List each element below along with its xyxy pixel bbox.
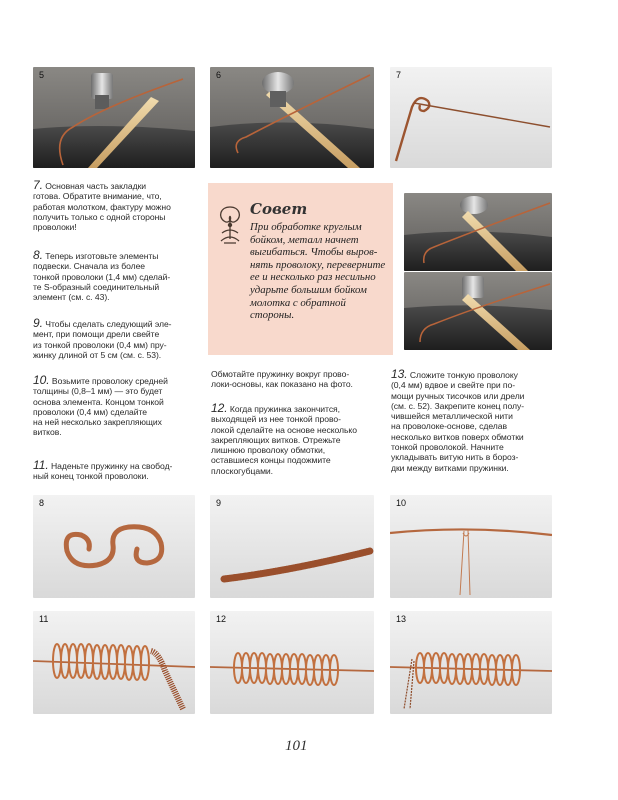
photo-number: 9	[216, 498, 222, 508]
photo-number: 7	[396, 70, 402, 80]
photo-step-8	[33, 495, 195, 598]
photo-step-13	[390, 611, 552, 714]
step-12-text: 12. Когда пружинка закончится, выходящей из нее тонкой прово- локой сделайте на основе несколько закрепляющих витков. Отрежьте лишнюю проволоку обмотки, оставшиеся концы подожмите плоскогубцами.	[211, 401, 357, 476]
step-9-text: 9. Чтобы сделать следующий эле- мент, при помощи дрели свейте из тонкой проволоки (0,4 мм) пру- жинку длиной от 5 см (см. с. 53).	[33, 316, 172, 360]
photo-number: 11	[39, 614, 49, 624]
photo-step-11	[33, 611, 195, 714]
step-13-text: 13. Сложите тонкую проволоку (0,4 мм) вдвое и свейте при по- мощи ручных тисочков или дрели (см. с. 52). Закрепите конец полу- чившейся металлической нити на проволоке-основе, сделав несколько витков поверх обмотки тонкой проволокой. Начните укладывать витую нить в бороз- дки между витками пружинки.	[391, 367, 525, 473]
photo-step-7	[390, 67, 552, 168]
tip-title: Совет	[250, 200, 308, 218]
wrap-spring-text: Обмотайте пружинку вокруг прово- локи-основы, как показано на фото.	[211, 369, 353, 390]
photo-step-9	[210, 495, 374, 598]
step-8-text: 8. Теперь изготовьте элементы подвески. Сначала из более тонкой проволоки (1,4 мм) сделай- те S-образный соединительный элемент (см. с. 43).	[33, 248, 171, 303]
photo-number: 12	[216, 614, 227, 624]
ornament-icon	[213, 203, 247, 247]
tip-photo-hammer-upright	[404, 193, 552, 271]
step-11-text: 11. Наденьте пружинку на свобод- ный конец тонкой проволоки.	[33, 458, 173, 482]
step-7-text: 7. Основная часть закладки готова. Обратите внимание, что, работая молотком, фактуру можно получить только с одной стороны проволоки!	[33, 178, 171, 233]
photo-number: 6	[216, 70, 222, 80]
photo-step-12	[210, 611, 374, 714]
photo-step-10	[390, 495, 552, 598]
photo-step-6	[210, 67, 374, 168]
photo-number: 8	[39, 498, 45, 508]
photo-number: 5	[39, 70, 45, 80]
photo-number: 13	[396, 614, 407, 624]
tip-photo-hammer-flipped	[404, 272, 552, 350]
photo-step-5	[33, 67, 195, 168]
photo-number: 10	[396, 498, 407, 508]
page-number: 101	[285, 738, 308, 754]
tip-text: При обработке круглым бойком, металл начнет выгибаться. Чтобы выров- нять проволоку, переверните ее и несколько раз несильно ударьте большим бойком молотка с обратной стороны.	[250, 221, 386, 322]
step-10-text: 10. Возьмите проволоку средней толщины (0,8–1 мм) — это будет основа элемента. Концом тонкой проволоки (0,4 мм) сделайте на ней несколько закрепляющих витков.	[33, 373, 168, 438]
